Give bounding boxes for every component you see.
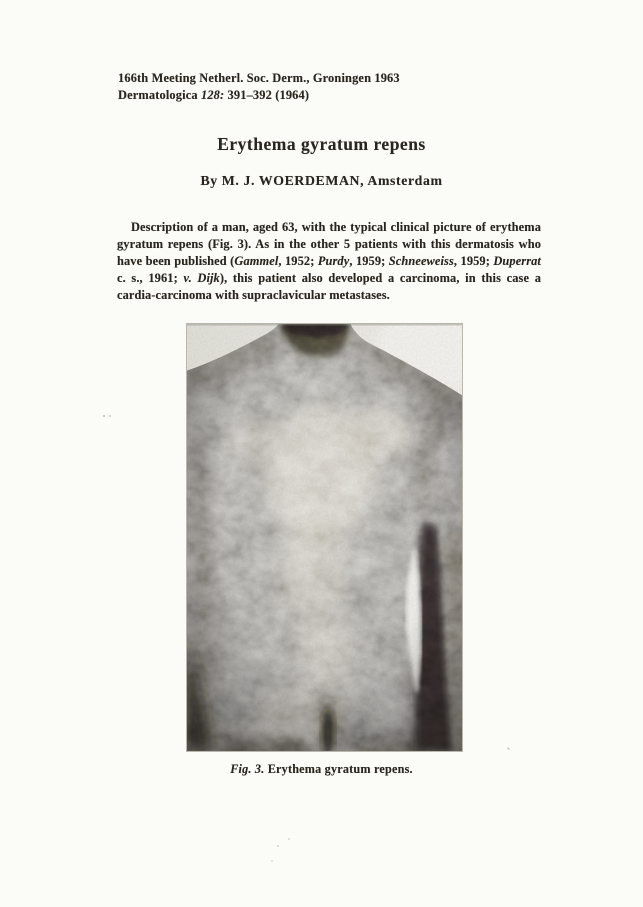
scan-speck [288,838,290,840]
abstract-text: Description of a man, aged 63, with the typical clinical picture of erythema gyratum repens (Fig. 3). As in the other 5 patients with this dermatosis who have been published ( [117,220,541,268]
scan-speck [271,860,273,862]
abstract-text: , 1959; [349,253,389,268]
abstract-text: c. s., 1961; [117,270,184,285]
scan-speck [507,747,510,750]
figure-caption [0,762,643,777]
scan-speck [103,415,105,417]
scan-speck [277,845,279,847]
reference-author: Duperrat [493,253,541,268]
scan-speck [109,415,111,417]
journal-header [118,70,400,104]
journal-name: Dermatologica [118,88,201,102]
meeting-line: 166th Meeting Netherl. Soc. Derm., Groningen 1963 [118,71,400,85]
journal-pages: 391–392 (1964) [224,88,310,102]
patient-back-photo [186,323,463,752]
article-title: Erythema gyratum repens [217,134,426,154]
abstract-paragraph [117,219,541,304]
figure-caption-label: Fig. 3. [230,762,265,776]
reference-author: v. Dijk [183,270,220,285]
article-byline: By M. J. WOERDEMAN, Amsterdam [200,173,443,188]
abstract-text: , 1952; [278,253,318,268]
abstract-text: , 1959; [453,253,494,268]
reference-author: Purdy [317,253,350,268]
figure-3 [186,323,463,752]
abstract-text: ), this patient also developed a carcinoma, in this case a cardia-carcinoma with supraclavicular metastases. [117,270,541,302]
figure-caption-text: Erythema gyratum repens. [264,762,413,776]
reference-author: Gammel [234,253,279,268]
reference-author: Schneeweiss [388,253,454,268]
citation-line [118,87,400,104]
journal-volume: 128: [200,88,225,102]
